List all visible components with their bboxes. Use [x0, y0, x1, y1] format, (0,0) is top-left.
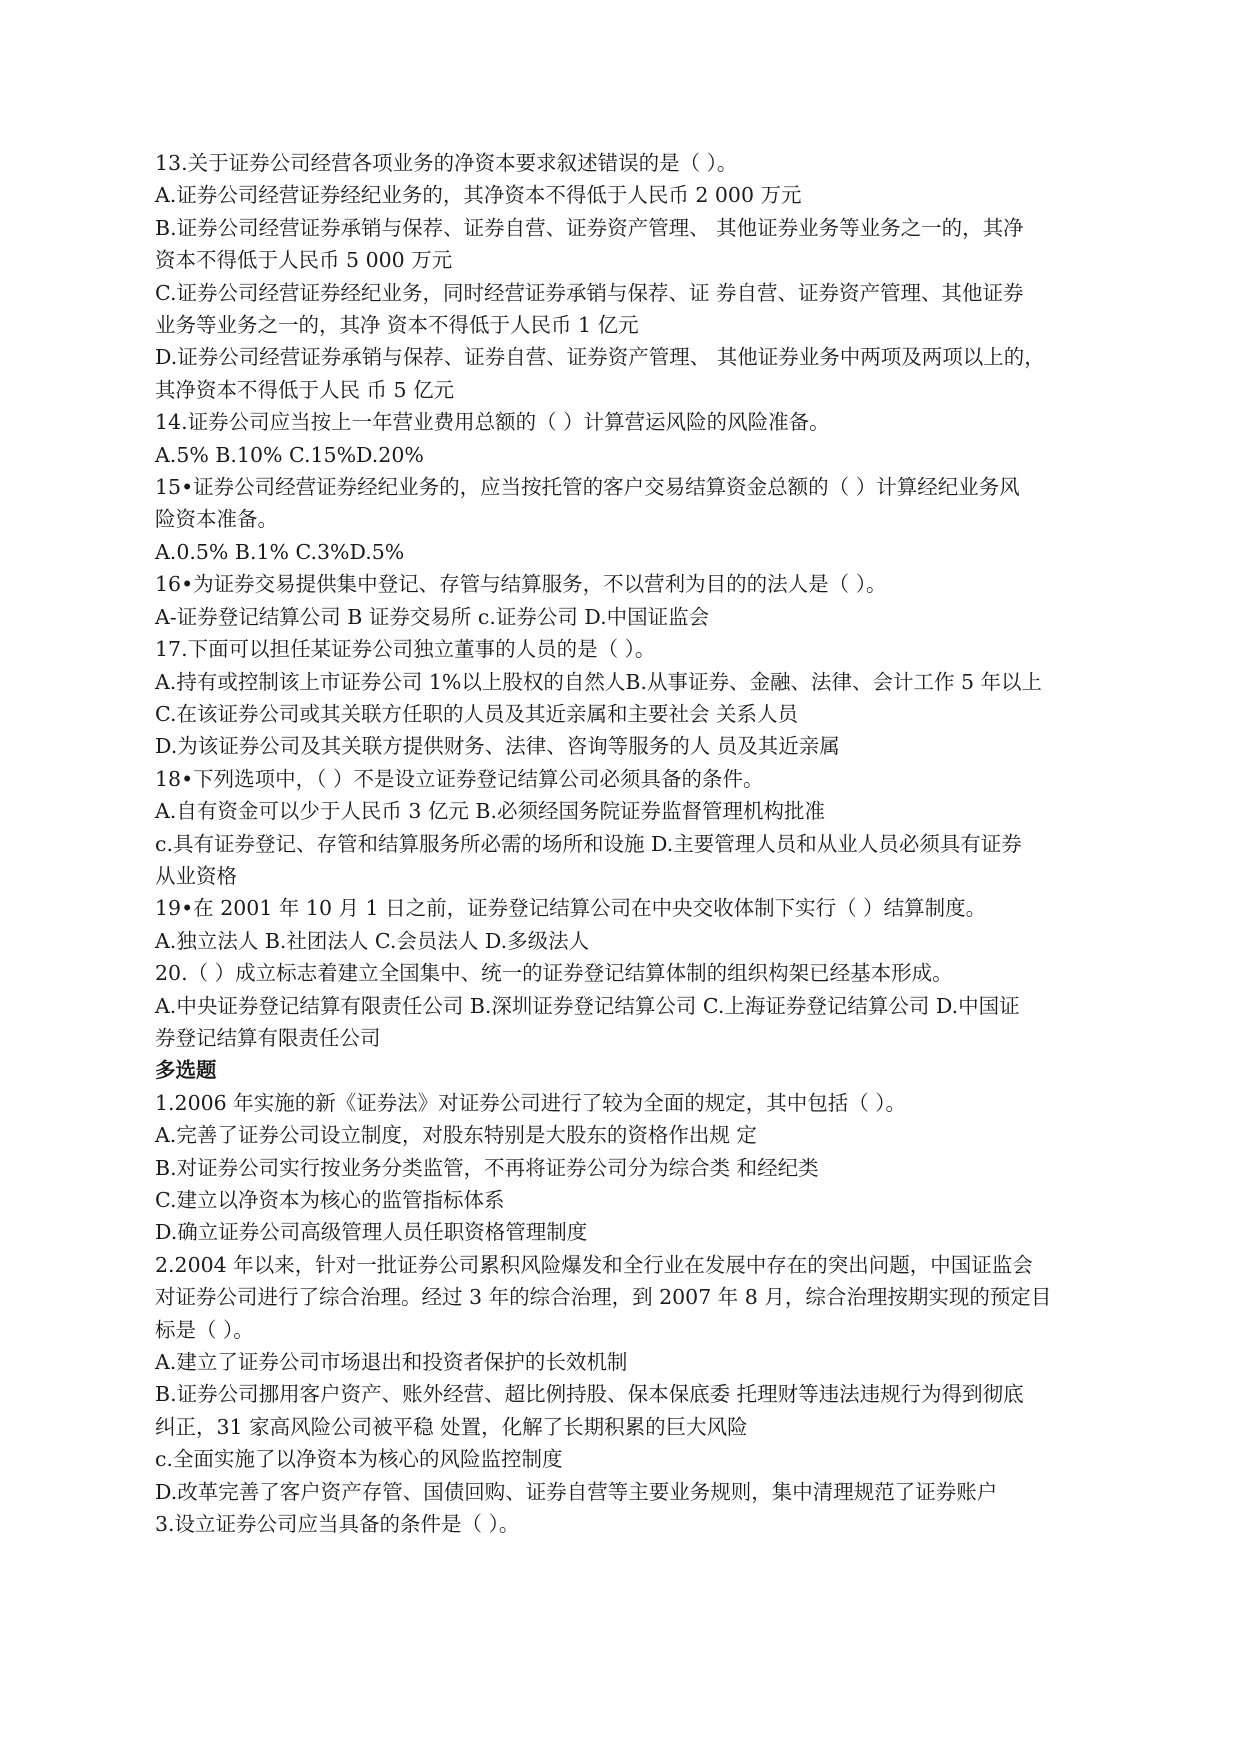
option-line: A.0.5% B.1% C.3%D.5% — [155, 539, 405, 564]
option-line: A-证券登记结算公司 B 证券交易所 c.证券公司 D.中国证监会 — [155, 604, 710, 629]
option-line: D.改革完善了客户资产存管、国债回购、证券自营等主要业务规则，集中清理规范了证券账户 — [155, 1479, 998, 1504]
multi-question-1: 1.2006 年实施的新《证券法》对证券公司进行了较为全面的规定，其中包括（ ）。 — [155, 1090, 907, 1115]
option-line: A.完善了证券公司设立制度，对股东特别是大股东的资格作出规 定 — [155, 1123, 757, 1148]
document-page — [155, 147, 1090, 1540]
question-line: 标是（ ）。 — [155, 1317, 254, 1342]
option-line: 资本不得低于人民币 5 000 万元 — [155, 248, 453, 273]
question-line: 对证券公司进行了综合治理。经过 3 年的综合治理，到 2007 年 8 月，综合治理按期实现的预定目 — [155, 1285, 1052, 1310]
option-line: 从业资格 — [155, 863, 237, 888]
option-line: 业务等业务之一的，其净 资本不得低于人民币 1 亿元 — [155, 313, 639, 338]
option-line: 纠正，31 家高风险公司被平稳 处置，化解了长期积累的巨大风险 — [155, 1414, 748, 1439]
question-16: 16•为证券交易提供集中登记、存管与结算服务，不以营利为目的的法人是（ ）。 — [155, 572, 887, 597]
option-line: C.证券公司经营证券经纪业务，同时经营证券承销与保荐、证 券自营、证券资产管理、其他证券 — [155, 280, 1024, 305]
question-17: 17.下面可以担任某证券公司独立董事的人员的是（ ）。 — [155, 637, 656, 662]
option-line: B.证券公司挪用客户资产、账外经营、超比例持股、保本保底委 托理财等违法违规行为得到彻底 — [155, 1382, 1024, 1407]
option-line: A.5% B.10% C.15%D.20% — [155, 442, 424, 467]
question-19: 19•在 2001 年 10 月 1 日之前，证券登记结算公司在中央交收体制下实行（ ）结算制度。 — [155, 896, 987, 921]
question-line: 险资本准备。 — [155, 507, 278, 532]
question-13: 13.关于证券公司经营各项业务的净资本要求叙述错误的是（ ）。 — [155, 151, 738, 175]
option-line: C.在该证券公司或其关联方任职的人员及其近亲属和主要社会 关系人员 — [155, 701, 798, 726]
option-line: A.中央证券登记结算有限责任公司 B.深圳证券登记结算公司 C.上海证券登记结算公司 D.中国证 — [155, 993, 1020, 1018]
multi-question-3: 3.设立证券公司应当具备的条件是（ ）。 — [155, 1512, 520, 1537]
option-line: B.对证券公司实行按业务分类监管，不再将证券公司分为综合类 和经纪类 — [155, 1155, 819, 1180]
option-line: A.独立法人 B.社团法人 C.会员法人 D.多级法人 — [155, 928, 590, 953]
option-line: A.证券公司经营证券经纪业务的，其净资本不得低于人民币 2 000 万元 — [155, 183, 802, 208]
question-14: 14.证券公司应当按上一年营业费用总额的（ ）计算营运风险的风险准备。 — [155, 410, 830, 435]
option-line: 其净资本不得低于人民 币 5 亿元 — [155, 377, 455, 402]
option-line: D.证券公司经营证券承销与保荐、证券自营、证券资产管理、 其他证券业务中两项及两项以上的， — [155, 345, 1045, 370]
option-line: A.持有或控制该上市证券公司 1%以上股权的自然人B.从事证券、金融、法律、会计工作 5 年以上 — [155, 669, 1043, 694]
option-line: A.自有资金可以少于人民币 3 亿元 B.必须经国务院证券监督管理机构批准 — [155, 799, 825, 824]
section-heading: 多选题 — [155, 1058, 217, 1083]
option-line: 券登记结算有限责任公司 — [155, 1025, 381, 1050]
option-line: c.具有证券登记、存管和结算服务所必需的场所和设施 D.主要管理人员和从业人员必须具有证券 — [155, 831, 1022, 856]
question-15: 15•证券公司经营证券经纪业务的，应当按托管的客户交易结算资金总额的（ ）计算经纪业务风 — [155, 475, 1020, 500]
option-line: B.证券公司经营证券承销与保荐、证券自营、证券资产管理、 其他证券业务等业务之一的，其净 — [155, 215, 1024, 240]
option-line: c.全面实施了以净资本为核心的风险监控制度 — [155, 1447, 563, 1472]
option-line: A.建立了证券公司市场退出和投资者保护的长效机制 — [155, 1350, 628, 1375]
question-20: 20.（ ）成立标志着建立全国集中、统一的证券登记结算体制的组织构架已经基本形成。 — [155, 961, 953, 986]
option-line: D.为该证券公司及其关联方提供财务、法律、咨询等服务的人 员及其近亲属 — [155, 734, 840, 759]
question-18: 18•下列选项中，（ ）不是设立证券登记结算公司必须具备的条件。 — [155, 766, 764, 791]
option-line: C.建立以净资本为核心的监管指标体系 — [155, 1188, 505, 1212]
multi-question-2: 2.2004 年以来，针对一批证券公司累积风险爆发和全行业在发展中存在的突出问题，中国证监会 — [155, 1252, 1033, 1277]
option-line: D.确立证券公司高级管理人员任职资格管理制度 — [155, 1220, 588, 1245]
